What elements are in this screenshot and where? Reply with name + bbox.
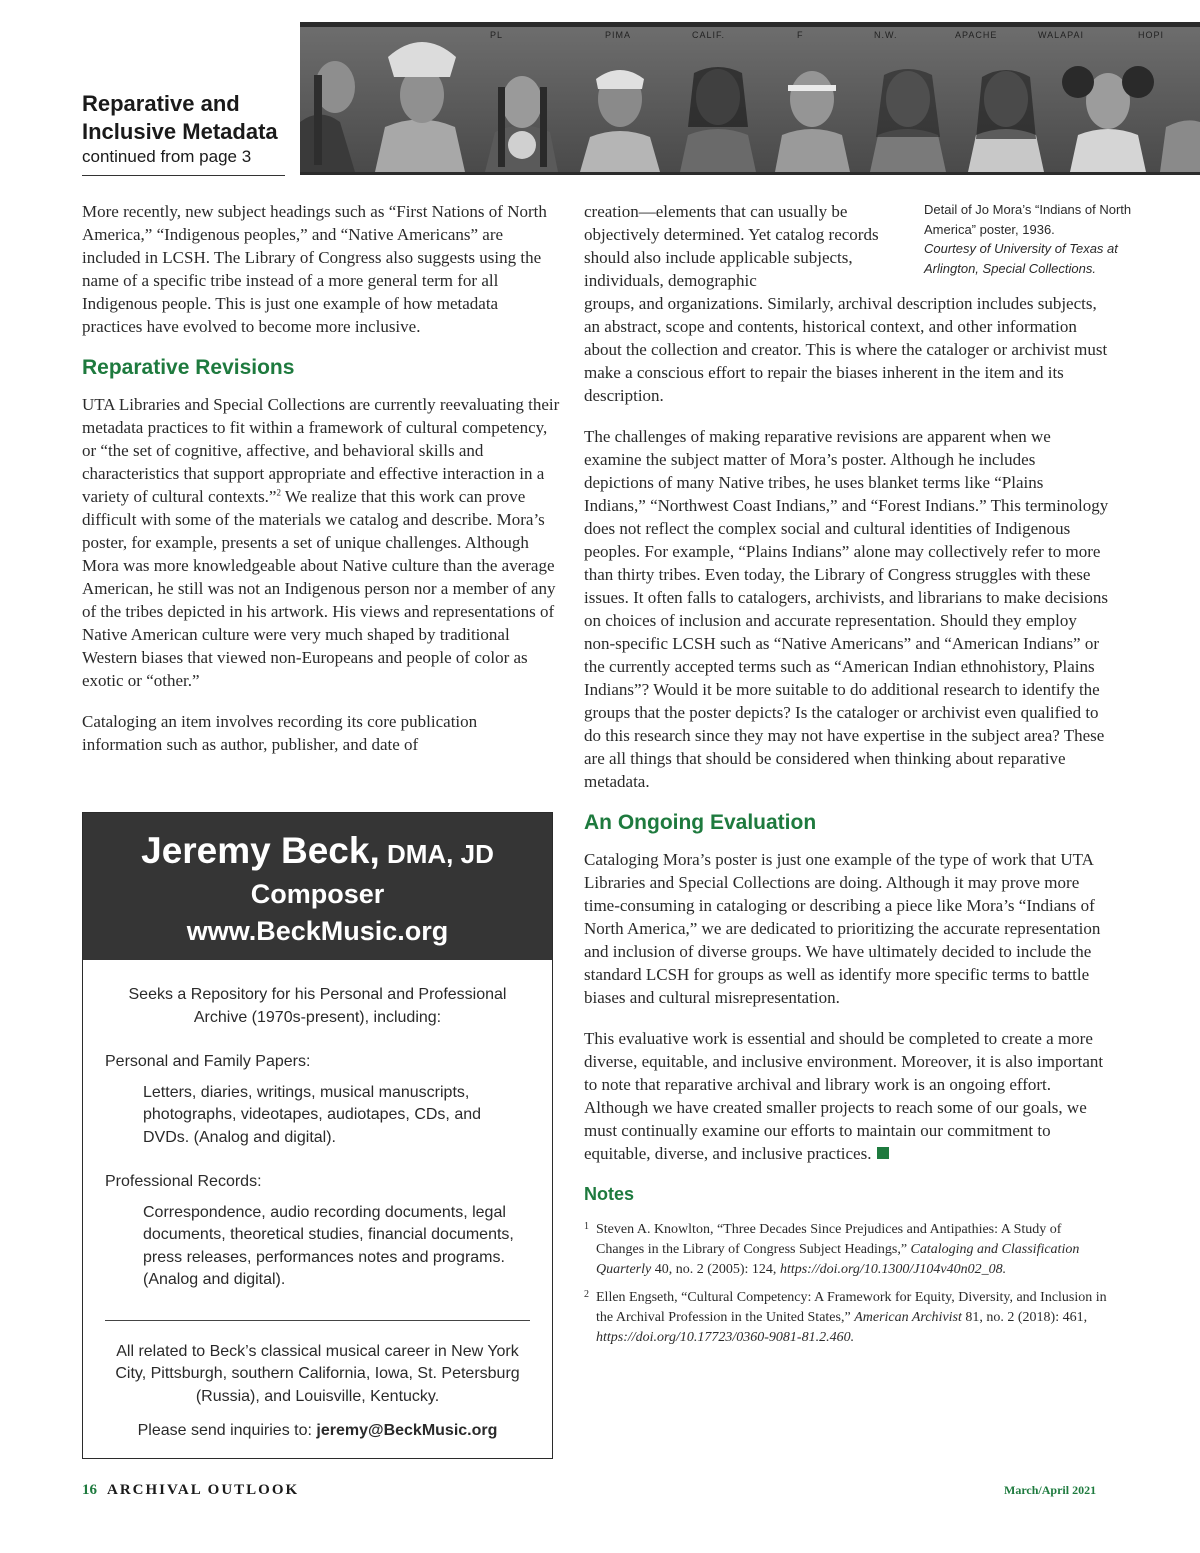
body-paragraph: groups, and organizations. Similarly, archival description includes subjects, an abstract, scope and contents, historical context, and other information about the collection and creator. This is where the cataloger or archivist must make a conscious effort to repair the biases inherent in the item and its description.: [584, 294, 1108, 405]
tribe-label: F: [797, 30, 804, 40]
page-footer-left: [82, 1482, 299, 1499]
ad-inquiry: [105, 1420, 530, 1443]
tribe-label: HOPI: [1138, 30, 1165, 40]
ad-header: [83, 813, 552, 960]
ad-inquiry-label: Please send inquiries to:: [137, 1422, 317, 1439]
footnote-number: 2: [584, 1289, 589, 1300]
header-divider: [82, 175, 285, 176]
caption-credit: Courtesy of University of Texas at Arlington, Special Collections.: [924, 241, 1118, 276]
ad-section-text-professional: Correspondence, audio recording documents, legal documents, theoretical studies, financial documents, press releases, performances notes and programs. (Analog and digital).: [143, 1203, 514, 1288]
footnote-marker: 2: [276, 487, 281, 498]
body-paragraph: The challenges of making reparative revisions are apparent when we examine the subject matter of Mora’s poster. Although he includes depictions of many Native tribes, he uses blanket terms like “Plains Indians,” “Northwest Coast Indians,” and “Forest Indians.” This terminology does not reflect the complex social and cultural identities of Indigenous peoples. For example, “Plains Indians” alone may collectively refer to more than thirty tribes. Even today, the Library of Congress struggles with these issues. It often falls to catalogers, archivists, and librarians to make decisions on choices of inclusion and accurate representation. Should they employ non-specific LCSH such as “Native Americans” and “American Indians” or the currently accepted terms such as “American Indian ethnohistory, Plains Indians”? Would it be more suitable to do additional research to identify the groups that the poster depicts? Is the cataloger or archivist even qualified to do this research since they may not have expertise in the subject area? These are all things that should be considered when thinking about reparative metadata.: [584, 427, 1109, 791]
ad-website-link[interactable]: www.BeckMusic.org: [186, 916, 449, 946]
right-column: [584, 200, 1109, 1356]
article-title-line2: Inclusive Metadata: [82, 119, 278, 144]
continued-note: continued from page 3: [82, 147, 252, 166]
body-paragraph: Cataloging Mora’s poster is just one example of the type of work that UTA Libraries and Special Collections are doing. Although it may prove more time-consuming in cataloging or describing a piece like Mora’s “Indians of North America,” we are dedicated to prioritizing the accurate representation and inclusion of diverse groups. We have ultimately decided to include the standard LCSH for groups as well as identify more specific terms to battle biases and cultural misrepresentation.: [584, 850, 1101, 1007]
article-header: [82, 90, 292, 168]
end-of-article-icon: [877, 1147, 889, 1159]
composer-credentials: DMA, JD: [379, 839, 494, 869]
section-heading-reparative-revisions: Reparative Revisions: [82, 356, 295, 379]
footnote-doi-link[interactable]: https://doi.org/10.17723/0360-9081-81.2.460.: [596, 1330, 855, 1345]
footnote-citation: 81, no. 2 (2018): 461,: [961, 1310, 1088, 1325]
native-american-portraits-image: [300, 22, 1200, 175]
notes-heading: Notes: [584, 1184, 635, 1204]
footnote-journal: American Archivist: [854, 1310, 962, 1325]
footnote-number: 1: [584, 1221, 589, 1232]
tribe-label: N.W.: [874, 30, 898, 40]
ad-email-link[interactable]: jeremy@BeckMusic.org: [316, 1422, 498, 1439]
ad-body: [83, 960, 552, 1443]
paragraph-text: We realize that this work can prove difficult with some of the materials we catalog and describe. Mora’s poster, for example, presents a set of unique challenges. Although Mora was more knowledgeable about Native culture than the average American, he still was not an Indigenous person nor a member of any of the tribes depicted in his artwork. His views and representations of Native American culture were very much shaped by traditional Western biases that viewed non-Europeans and people of color as exotic or “other.”: [82, 487, 556, 690]
body-paragraph: Cataloging an item involves recording its core publication information such as author, publisher, and date of: [82, 712, 478, 754]
left-column: [82, 200, 560, 774]
ad-section-label-personal: Personal and Family Papers:: [105, 1053, 311, 1070]
paragraph-text: UTA Libraries and Special Collections are currently reevaluating their metadata practices to fit within a framework of cultural competency, or “the set of cognitive, affective, and behavioral skills and characteristics that support appropriate and effective interaction in a variety of cultural contexts.”: [82, 395, 560, 506]
section-heading-ongoing-evaluation: An Ongoing Evaluation: [584, 811, 817, 834]
footnote-text: Steven A. Knowlton, “Three Decades Since Prejudices and Antipathies: A Study of Changes in the Library of Congress Subject Headings,”: [596, 1222, 1062, 1257]
tribe-label: PL: [490, 30, 504, 40]
footnote-text: Ellen Engseth, “Cultural Competency: A Framework for Equity, Diversity, and Inclusion in the Archival Profession in the United States,”: [596, 1290, 1107, 1325]
body-paragraph: [82, 393, 560, 692]
composer-advertisement: [82, 812, 553, 1459]
tribe-label: WALAPAI: [1038, 30, 1085, 40]
ad-divider: [105, 1320, 530, 1321]
tribe-label: PIMA: [605, 30, 632, 40]
body-paragraph: creation—elements that can usually be objectively determined. Yet catalog records should also include applicable subjects, individuals, demographic: [584, 202, 879, 290]
tribe-label: CALIF.: [692, 30, 726, 40]
publication-name: ARCHIVAL OUTLOOK: [107, 1482, 300, 1498]
body-paragraph: [584, 1027, 1109, 1165]
footnote-doi-link[interactable]: https://doi.org/10.1300/J104v40n02_08.: [779, 1262, 1007, 1277]
composer-name: Jeremy Beck,: [141, 830, 380, 871]
ad-intro: Seeks a Repository for his Personal and Professional Archive (1970s-present), including:: [128, 986, 507, 1026]
footnote: [584, 1288, 1109, 1348]
tribe-label: APACHE: [955, 30, 998, 40]
caption-text: Detail of Jo Mora’s “Indians of North America” poster, 1936.: [924, 202, 1132, 237]
footnote-citation: 40, no. 2 (2005): 124,: [651, 1262, 780, 1277]
ad-section-text-personal: Letters, diaries, writings, musical manuscripts, photographs, videotapes, audiotapes, CDs, and DVDs. (Analog and digital).: [143, 1083, 482, 1146]
body-paragraph: More recently, new subject headings such as “First Nations of North America,” “Indigenous peoples,” and “Native Americans” are included in LCSH. The Library of Congress also suggests using the name of a specific tribe instead of a more general term for all Indigenous people. This is just one example of how metadata practices have evolved to become more inclusive.: [82, 202, 547, 336]
portrait-strip-illustration: [300, 27, 1200, 172]
ad-closing: All related to Beck’s classical musical career in New York City, Pittsburgh, southern California, Iowa, St. Petersburg (Russia), and Louisville, Kentucky.: [115, 1342, 520, 1405]
ad-composer-name: [83, 829, 552, 876]
issue-date: March/April 2021: [1004, 1483, 1097, 1497]
ad-section-label-professional: Professional Records:: [105, 1173, 262, 1190]
article-title-line1: Reparative and: [82, 91, 240, 116]
page-number: 16: [82, 1482, 97, 1498]
footnote-journal: Cataloging and Classification Quarterly: [596, 1242, 1080, 1277]
paragraph-text: This evaluative work is essential and should be completed to create a more diverse, equitable, and inclusive environment. Moreover, it is also important to note that reparative archival and library work is an ongoing effort. Although we have created smaller projects to reach some of our goals, we must continually examine our efforts to maintain our commitment to equitable, diverse, and inclusive practices.: [584, 1029, 1104, 1163]
ad-role: Composer: [250, 879, 385, 909]
footnote: [584, 1220, 1109, 1280]
